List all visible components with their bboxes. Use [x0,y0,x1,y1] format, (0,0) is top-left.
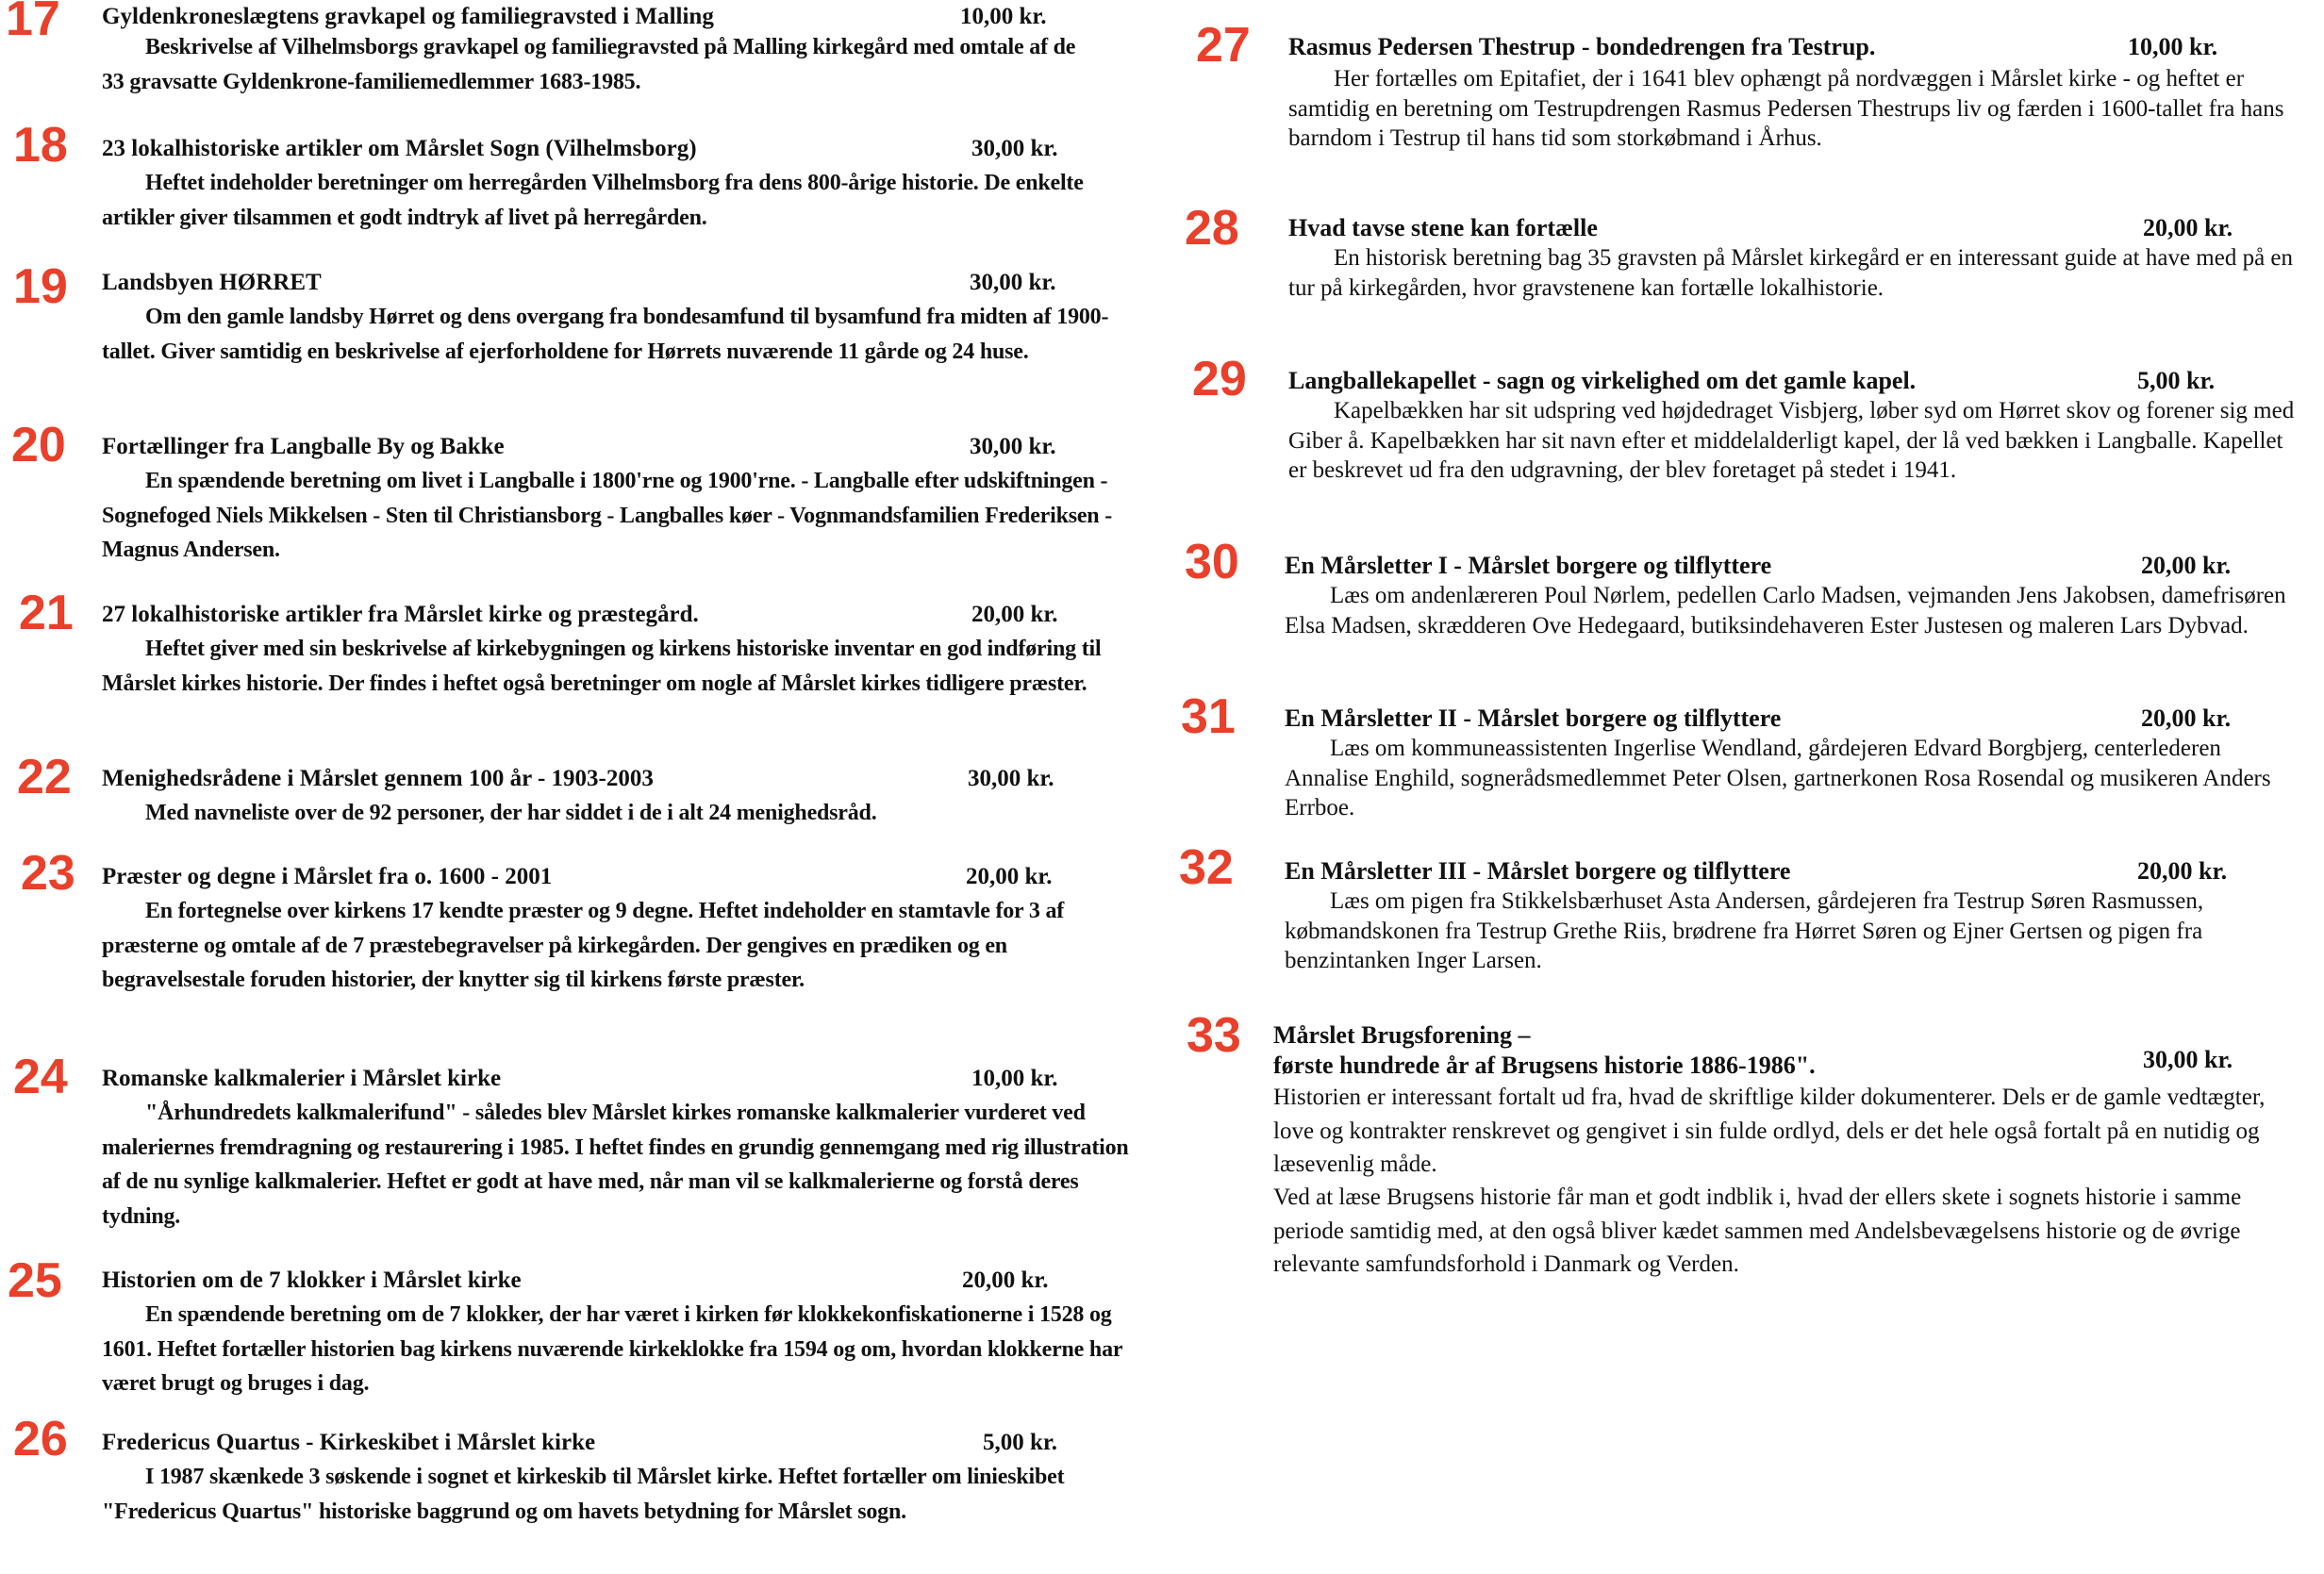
entry-title: Fortællinger fra Langballe By og Bakke [102,434,505,459]
entry-number: 17 [6,0,60,46]
entry-title: Romanske kalkmalerier i Mårslet kirke [102,1066,502,1091]
entry-price: 20,00 kr. [971,602,1058,627]
entry-description: Kapelbækken har sit udspring ved højdedraget Visbjerg, løber syd om Hørret skov og forener sig med Giber å. Kapelbækken har sit navn efter et middelalderligt kapel, der lå ved bækken i Langballe. Kapellet er beskrevet ud fra den udgravning, der blev foretaget på stedet i 1941. [1288,398,2295,483]
entry-number: 32 [1179,840,1234,895]
entry-description: Læs om andenlæreren Poul Nørlem, pedellen Carlo Madsen, vejmanden Jens Jakobsen, damefrisøren Elsa Madsen, skrædderen Ove Hedegaard, butiksindehaveren Ester Justesen og maleren Lars Dybvad. [1285,583,2286,638]
entry-number: 29 [1192,352,1247,406]
entry-number: 28 [1185,201,1239,256]
entry-price: 10,00 kr. [971,1066,1058,1091]
entry-title: 27 lokalhistoriske artikler fra Mårslet kirke og præstegård. [102,602,699,627]
entry-title: Hvad tavse stene kan fortælle [1288,214,1598,241]
entry-title: Menighedsrådene i Mårslet gennem 100 år - 1903-2003 [102,766,654,791]
entry-price: 30,00 kr. [970,434,1056,459]
entry-number: 26 [13,1412,68,1466]
entry-title: Historien om de 7 klokker i Mårslet kirke [102,1267,522,1293]
entry-price: 30,00 kr. [970,270,1056,295]
entry-description: Beskrivelse af Vilhelmsborgs gravkapel og familiegravsted på Malling kirkegård med omtale af de 33 gravsatte Gyldenkrone-familiemedlemmer 1683-1985. [102,35,1076,94]
entry-number: 24 [13,1050,68,1104]
entry-description: En fortegnelse over kirkens 17 kendte præster og 9 degne. Heftet indeholder en stamtavle for 3 af præsterne og omtale af de 7 præstebegravelser på kirkegården. Der gengives en prædiken og en begravelsestale foruden historier, der knytter sig til kirkens første præster. [102,899,1065,992]
entry-description: Heftet indeholder beretninger om herregården Vilhelmsborg fra dens 800-årige historie. De enkelte artikler giver tilsammen et godt indtryk af livet på herregården. [102,171,1084,230]
entry-number: 25 [8,1253,62,1308]
entry-description: I 1987 skænkede 3 søskende i sognet et kirkeskib til Mårslet kirke. Heftet fortæller om linieskibet "Fredericus Quartus" historiske baggrund og om havets betydning for Mårslet sogn. [102,1465,1065,1524]
entry-number: 22 [17,750,72,804]
entry-title: Landsbyen HØRRET [102,270,322,295]
entry-price: 10,00 kr. [2128,33,2218,60]
entry-price: 30,00 kr. [968,766,1054,791]
entry-subtitle: første hundrede år af Brugsens historie 1886-1986". [1273,1052,1816,1079]
entry-number: 23 [21,846,75,901]
entry-price: 20,00 kr. [2143,214,2233,241]
entry-price: 5,00 kr. [2137,367,2216,394]
entry-title: En Mårsletter II - Mårslet borgere og tilflyttere [1285,704,1782,732]
entry-title: En Mårsletter I - Mårslet borgere og tilflyttere [1285,552,1772,579]
entry-price: 20,00 kr. [2141,552,2232,579]
entry-title: 23 lokalhistoriske artikler om Mårslet Sogn (Vilhelmsborg) [102,136,697,161]
entry-description: Heftet giver med sin beskrivelse af kirkebygningen og kirkens historiske inventar en god indføring til Mårslet kirkes historie. Der findes i heftet også beretninger om nogle af Mårslet kirkes tidligere præster. [102,637,1102,696]
entry-price: 20,00 kr. [962,1267,1049,1293]
entry-description: "Århundredets kalkmalerifund" - således blev Mårslet kirkes romanske kalkmalerier vurderet ved maleriernes fremdragning og restaurering i 1985. I heftet findes en grundig gennemgang med rig illustration af de nu synlige kalkmalerier. Heftet er godt at have med, når man vil se kalkmalerierne og forstå deres tydning. [102,1101,1129,1229]
entry-price: 5,00 kr. [983,1430,1057,1455]
entry-title: Langballekapellet - sagn og virkelighed om det gamle kapel. [1288,367,1917,394]
entry-description: En spændende beretning om livet i Langballe i 1800'rne og 1900'rne. - Langballe efter udskiftningen - Sognefoged Niels Mikkelsen - Sten til Christiansborg - Langballes køer - Vognmandsfamilien Frederiksen - Magnus Andersen. [102,469,1113,562]
entry-number: 27 [1196,18,1251,73]
entry-price: 30,00 kr. [971,136,1058,161]
entry-title: Fredericus Quartus - Kirkeskibet i Mårslet kirke [102,1430,596,1455]
entry-description: Læs om pigen fra Stikkelsbærhuset Asta Andersen, gårdejeren fra Testrup Søren Rasmussen, købmandskonen fra Testrup Grethe Riis, brødrene fra Hørret Søren og Ejner Gertsen og pigen fra benzintanken Inger Larsen. [1285,888,2204,973]
entry-price: 20,00 kr. [966,864,1053,889]
entry-title: Gyldenkroneslægtens gravkapel og familiegravsted i Malling [102,4,714,29]
entry-price: 30,00 kr. [2143,1046,2233,1073]
entry-title: Rasmus Pedersen Thestrup - bondedrengen fra Testrup. [1288,33,1876,60]
entry-description-2: Ved at læse Brugsens historie får man et godt indblik i, hvad der ellers skete i sognets historie i samme periode samtidig med, at den også bliver kædet sammen med Andelsbevægelsens historie og de øvrige relevante samfundsforhold i Danmark og Verden. [1273,1185,2242,1277]
entry-number: 21 [19,586,74,640]
entry-number: 18 [13,118,68,173]
entry-number: 19 [13,259,68,314]
entry-title: En Mårsletter III - Mårslet borgere og tilflyttere [1285,857,1791,885]
entry-title: Mårslet Brugsforening – [1273,1021,1531,1049]
entry-number: 31 [1181,689,1236,744]
entry-number: 20 [11,418,66,472]
entry-price: 10,00 kr. [960,4,1047,29]
entry-description: En spændende beretning om de 7 klokker, der har været i kirken før klokkekonfiskationerne i 1528 og 1601. Heftet fortæller historien bag kirkens nuværende kirkeklokke fra 1594 og om, hvordan klokkerne har været brugt og bruges i dag. [102,1302,1122,1396]
entry-description: Læs om kommuneassistenten Ingerlise Wendland, gårdejeren Edvard Borgbjerg, centerlederen Annalise Enghild, sognerådsmedlemmet Peter Olsen, gartnerkonen Rosa Rosendal og musikeren Anders Errboe. [1285,736,2271,820]
entry-description: Her fortælles om Epitafiet, der i 1641 blev ophængt på nordvæggen i Mårslet kirke - og heftet er samtidig en beretning om Testrupdrengen Rasmus Pedersen Thestrups liv og færden i 1600-tallet fra hans barndom i Testrup til hans tid som storkøbmand i Århus. [1288,66,2284,151]
entry-number: 33 [1187,1008,1241,1063]
entry-price: 20,00 kr. [2141,704,2232,732]
entry-description: Om den gamle landsby Hørret og dens overgang fra bondesamfund til bysamfund fra midten af 1900-tallet. Giver samtidig en beskrivelse af ejerforholdene for Hørrets nuværende 11 gårde og 24 huse. [102,305,1109,364]
entry-description: Med navneliste over de 92 personer, der har siddet i de i alt 24 menighedsråd. [145,801,877,825]
entry-description: En historisk beretning bag 35 gravsten på Mårslet kirkegård er en interessant guide at have med på en tur på kirkegården, hvor gravstenene kan fortælle lokalhistorie. [1288,245,2294,301]
entry-number: 30 [1185,535,1239,589]
entry-price: 20,00 kr. [2137,857,2228,885]
entry-title: Præster og degne i Mårslet fra o. 1600 - 2001 [102,864,553,889]
entry-description: Historien er interessant fortalt ud fra, hvad de skriftlige kilder dokumenterer. Dels er de gamle vedtægter, love og kontrakter renskrevet og gengivet i sin fulde ordlyd, dels er det hele også fortalt på en nutidig og læsevenlig måde. [1273,1085,2266,1177]
